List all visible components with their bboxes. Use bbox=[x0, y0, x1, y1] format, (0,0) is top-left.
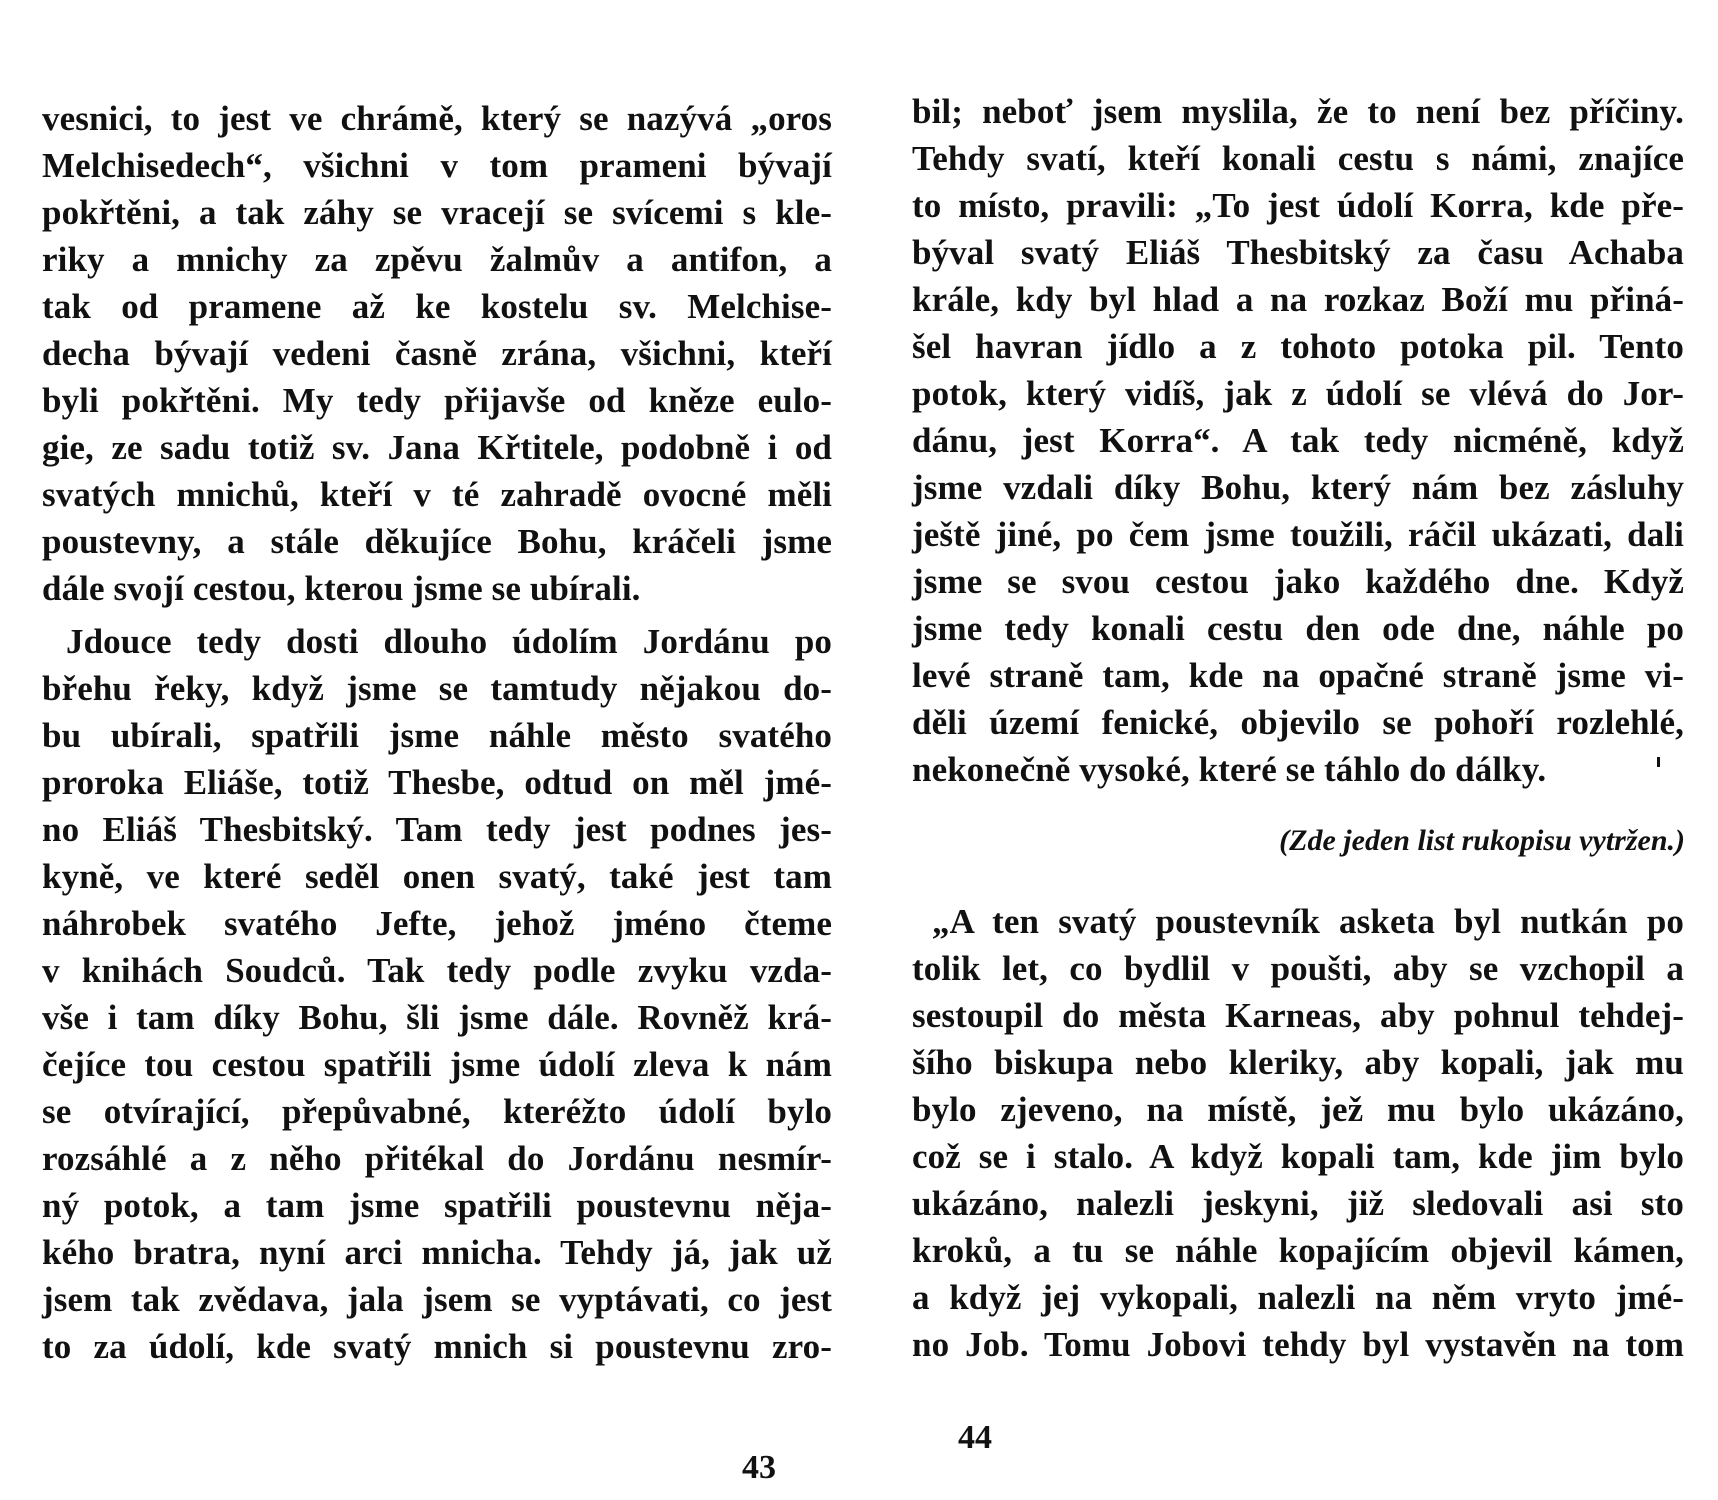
left-page-line-5: tak od pramene až ke kostelu sv. Melchise- bbox=[42, 287, 832, 326]
right-page-line-12: jsme tedy konali cestu den ode dne, náhle po bbox=[912, 609, 1684, 648]
right-page-line-4: býval svatý Eliáš Thesbitský za času Achaba bbox=[912, 233, 1684, 272]
right-page-line-5: krále, kdy byl hlad a na rozkaz Boží mu přiná- bbox=[912, 280, 1684, 319]
right-page-line-7: potok, který vidíš, jak z údolí se vlévá do Jor- bbox=[912, 374, 1684, 413]
right-page-line-11: jsme se svou cestou jako každého dne. Když bbox=[912, 562, 1684, 601]
left-page-line-21: čejíce tou cestou spatřili jsme údolí zleva k nám bbox=[42, 1045, 832, 1084]
right-page-line-13: levé straně tam, kde na opačné straně jsme vi- bbox=[912, 656, 1684, 695]
right-page-line-9: jsme vzdali díky Bohu, který nám bez zásluhy bbox=[912, 468, 1684, 507]
right-page-line-22: ukázáno, nalezli jeskyni, již sledovali asi sto bbox=[912, 1184, 1684, 1223]
right-page-line-1: bil; neboť jsem myslila, že to není bez příčiny. bbox=[912, 92, 1684, 131]
left-page-line-20: vše i tam díky Bohu, šli jsme dále. Rovněž krá- bbox=[42, 998, 832, 1037]
left-page-line-13: břehu řeky, když jsme se tamtudy nějakou do- bbox=[42, 669, 832, 708]
left-page-line-25: kého bratra, nyní arci mnicha. Tehdy já, jak už bbox=[42, 1233, 832, 1272]
left-page-line-12: Jdouce tedy dosti dlouho údolím Jordánu po bbox=[66, 622, 832, 661]
margin-mark bbox=[1657, 757, 1660, 767]
right-page-line-16: „A ten svatý poustevník asketa byl nutkán po bbox=[932, 902, 1684, 941]
right-page-line-19: šího biskupa nebo kleriky, aby kopali, jak mu bbox=[912, 1043, 1684, 1082]
left-page-line-10: poustevny, a stále děkujíce Bohu, kráčeli jsme bbox=[42, 522, 832, 561]
left-page-line-1: vesnici, to jest ve chrámě, který se nazývá „oros bbox=[42, 99, 832, 138]
right-page-line-15: nekonečně vysoké, které se táhlo do dálky. bbox=[912, 750, 1547, 789]
left-page-line-26: jsem tak zvědava, jala jsem se vyptávati, co jest bbox=[42, 1280, 832, 1319]
manuscript-note: (Zde jeden list rukopisu vytržen.) bbox=[1279, 824, 1685, 857]
right-page-number: 44 bbox=[958, 1419, 992, 1456]
right-page-line-18: sestoupil do města Karneas, aby pohnul tehdej- bbox=[912, 996, 1684, 1035]
right-page-line-14: děli území fenické, objevilo se pohoří rozlehlé, bbox=[912, 703, 1684, 742]
left-page-line-18: náhrobek svatého Jefte, jehož jméno čteme bbox=[42, 904, 832, 943]
left-page-number: 43 bbox=[742, 1449, 776, 1486]
left-page-line-19: v knihách Soudců. Tak tedy podle zvyku vzda- bbox=[42, 951, 832, 990]
left-page-line-2: Melchisedech“, všichni v tom prameni bývají bbox=[42, 146, 832, 185]
left-page-line-22: se otvírající, přepůvabné, kteréžto údolí bylo bbox=[42, 1092, 832, 1131]
left-page-line-7: byli pokřtěni. My tedy přijavše od kněze eulo- bbox=[42, 381, 832, 420]
left-page-line-27: to za údolí, kde svatý mnich si poustevnu zro- bbox=[42, 1327, 832, 1366]
right-page-line-8: dánu, jest Korra“. A tak tedy nicméně, když bbox=[912, 421, 1684, 460]
left-page-line-9: svatých mnichů, kteří v té zahradě ovocné měli bbox=[42, 475, 832, 514]
right-page-line-6: šel havran jídlo a z tohoto potoka pil. Tento bbox=[912, 327, 1684, 366]
left-page-line-8: gie, ze sadu totiž sv. Jana Křtitele, podobně i od bbox=[42, 428, 832, 467]
right-page-line-23: kroků, a tu se náhle kopajícím objevil kámen, bbox=[912, 1231, 1684, 1270]
left-page-line-6: decha bývají vedeni časně zrána, všichni, kteří bbox=[42, 334, 832, 373]
right-page-line-3: to místo, pravili: „To jest údolí Korra, kde pře- bbox=[912, 186, 1684, 225]
left-page-line-23: rozsáhlé a z něho přitékal do Jordánu nesmír- bbox=[42, 1139, 832, 1178]
right-page-line-24: a když jej vykopali, nalezli na něm vryto jmé- bbox=[912, 1278, 1684, 1317]
left-page-line-4: riky a mnichy za zpěvu žalmův a antifon, a bbox=[42, 240, 832, 279]
left-page-line-14: bu ubírali, spatřili jsme náhle město svatého bbox=[42, 716, 832, 755]
left-page-line-15: proroka Eliáše, totiž Thesbe, odtud on měl jmé- bbox=[42, 763, 832, 802]
right-page-line-25: no Job. Tomu Jobovi tehdy byl vystavěn na tom bbox=[912, 1325, 1684, 1364]
right-page-line-20: bylo zjeveno, na místě, jež mu bylo ukázáno, bbox=[912, 1090, 1684, 1129]
left-page-line-11: dále svojí cestou, kterou jsme se ubírali. bbox=[42, 569, 641, 608]
left-page-line-16: no Eliáš Thesbitský. Tam tedy jest podnes jes- bbox=[42, 810, 832, 849]
left-page-line-3: pokřtěni, a tak záhy se vracejí se svícemi s kle- bbox=[42, 193, 832, 232]
right-page-line-17: tolik let, co bydlil v poušti, aby se vzchopil a bbox=[912, 949, 1684, 988]
left-page-line-24: ný potok, a tam jsme spatřili poustevnu něja- bbox=[42, 1186, 832, 1225]
left-page-line-17: kyně, ve které seděl onen svatý, také jest tam bbox=[42, 857, 832, 896]
right-page-line-2: Tehdy svatí, kteří konali cestu s námi, znajíce bbox=[912, 139, 1684, 178]
right-page-line-10: ještě jiné, po čem jsme toužili, ráčil ukázati, dali bbox=[912, 515, 1684, 554]
right-page-line-21: což se i stalo. A když kopali tam, kde jim bylo bbox=[912, 1137, 1684, 1176]
